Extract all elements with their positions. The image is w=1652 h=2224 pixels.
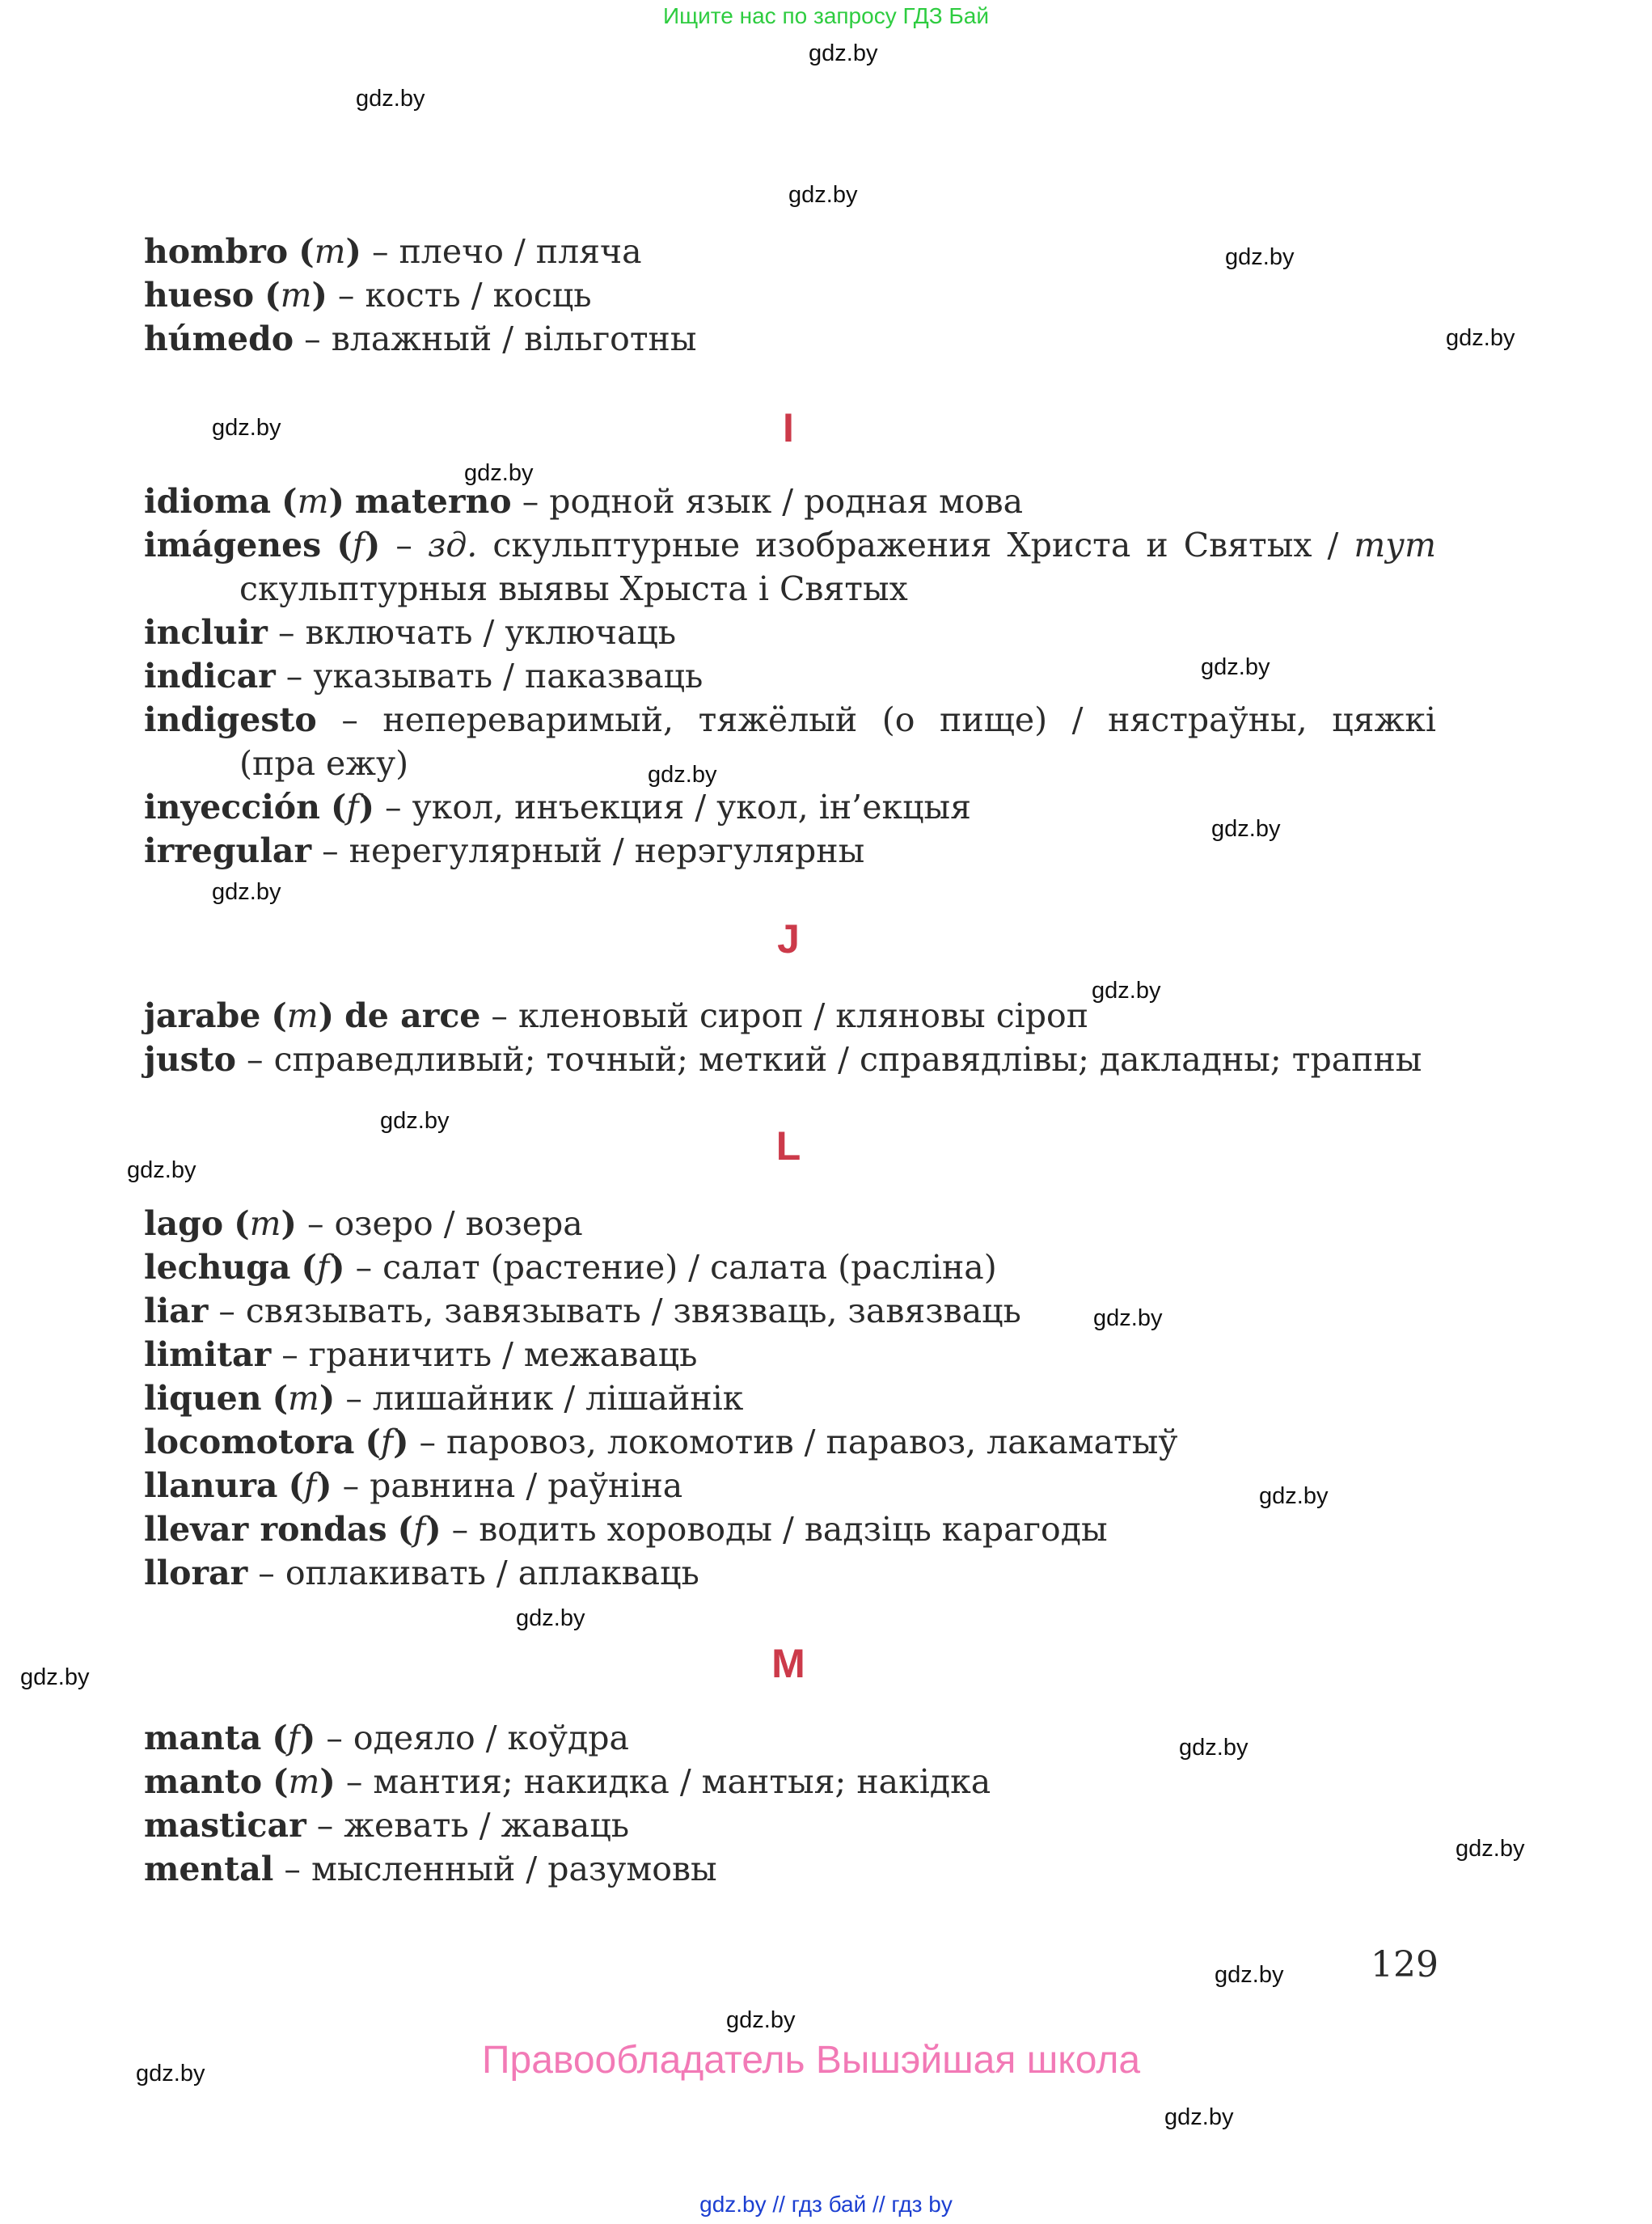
entry-indigesto: indigesto – непереваримый, тяжёлый (о пище) / нястраўны, цяжкі: [144, 700, 1436, 739]
entry-hueso: hueso (m) – кость / косць: [144, 276, 592, 315]
entry-hombro: hombro (m) – плечо / пляча: [144, 232, 642, 271]
watermark: gdz.by: [1092, 978, 1161, 1004]
watermark: gdz.by: [127, 1157, 196, 1183]
top-banner: Ищите нас по запросу ГДЗ Бай: [662, 3, 990, 28]
section-letter-i: I: [783, 405, 794, 450]
entry-jarabe: jarabe (m) de arce – кленовый сироп / кляновы сіроп: [144, 996, 1089, 1035]
page-number: 129: [1371, 1944, 1439, 1985]
entry-irregular: irregular – нерегулярный / нерэгулярны: [144, 831, 865, 870]
watermark: gdz.by: [1179, 1735, 1249, 1761]
entry-lechuga: lechuga (f) – салат (растение) / салата (расліна): [144, 1248, 997, 1287]
entry-humedo: húmedo – влажный / вільготны: [144, 319, 697, 358]
entry-idioma: idioma (m) materno – родной язык / родная мова: [144, 482, 1024, 521]
entry-incluir: incluir – включать / уключаць: [144, 613, 677, 652]
entry-inyeccion: inyección (f) – укол, инъекция / укол, ін’екцыя: [144, 788, 971, 827]
entry-masticar: masticar – жевать / жаваць: [144, 1806, 630, 1845]
watermark: gdz.by: [212, 879, 281, 905]
entry-llevar-rondas: llevar rondas (f) – водить хороводы / вадзіць карагоды: [144, 1510, 1108, 1549]
entry-limitar: limitar – граничить / межаваць: [144, 1335, 698, 1374]
entry-indicar: indicar – указывать / паказваць: [144, 657, 703, 696]
entry-llorar: llorar – оплакивать / аплакваць: [144, 1554, 699, 1592]
copyright-holder: Правообладатель Вышэйшая школа: [482, 2039, 1141, 2082]
watermark: gdz.by: [464, 460, 534, 486]
entry-justo: justo – справедливый; точный; меткий / справядлівы; дакладны; трапны: [144, 1040, 1422, 1079]
watermark: gdz.by: [1201, 654, 1270, 680]
section-letter-j: J: [777, 916, 800, 962]
watermark: gdz.by: [788, 182, 858, 208]
watermark: gdz.by: [1446, 325, 1515, 351]
watermark: gdz.by: [1225, 244, 1295, 270]
section-letter-l: L: [775, 1123, 801, 1169]
entry-liquen: liquen (m) – лишайник / лішайнік: [144, 1379, 744, 1418]
watermark: gdz.by: [1093, 1305, 1163, 1331]
footer-links[interactable]: gdz.by // гдз бай // гдз by: [699, 2192, 953, 2217]
entry-manto: manto (m) – мантия; накидка / мантыя; накідка: [144, 1762, 991, 1801]
watermark: gdz.by: [380, 1108, 450, 1134]
entry-mental: mental – мысленный / разумовы: [144, 1850, 717, 1888]
watermark: gdz.by: [1164, 2104, 1234, 2130]
watermark: gdz.by: [809, 40, 878, 66]
entry-liar: liar – связывать, завязывать / звязваць, завязваць: [144, 1292, 1021, 1330]
entry-manta: manta (f) – одеяло / коўдра: [144, 1719, 629, 1757]
watermark: gdz.by: [1211, 816, 1281, 842]
entry-locomotora: locomotora (f) – паровоз, локомотив / паравоз, лакаматыў: [144, 1423, 1178, 1461]
entry-imagenes-continued: скульптурныя выявы Хрыста і Святых: [239, 569, 908, 608]
section-letter-m: M: [771, 1641, 805, 1686]
watermark: gdz.by: [1259, 1483, 1329, 1509]
watermark: gdz.by: [136, 2061, 205, 2087]
watermark: gdz.by: [516, 1605, 585, 1631]
entry-imagenes: imágenes (f) – зд. скульптурные изображения Христа и Святых / тут: [144, 526, 1436, 564]
watermark: gdz.by: [356, 86, 425, 112]
watermark: gdz.by: [726, 2007, 796, 2033]
entry-indigesto-continued: (пра ежу): [239, 744, 409, 783]
watermark: gdz.by: [20, 1664, 90, 1690]
watermark: gdz.by: [1215, 1962, 1284, 1988]
watermark: gdz.by: [1456, 1836, 1525, 1862]
entry-lago: lago (m) – озеро / возера: [144, 1204, 583, 1243]
entry-llanura: llanura (f) – равнина / раўніна: [144, 1466, 683, 1505]
watermark: gdz.by: [212, 415, 281, 441]
watermark: gdz.by: [648, 762, 717, 788]
